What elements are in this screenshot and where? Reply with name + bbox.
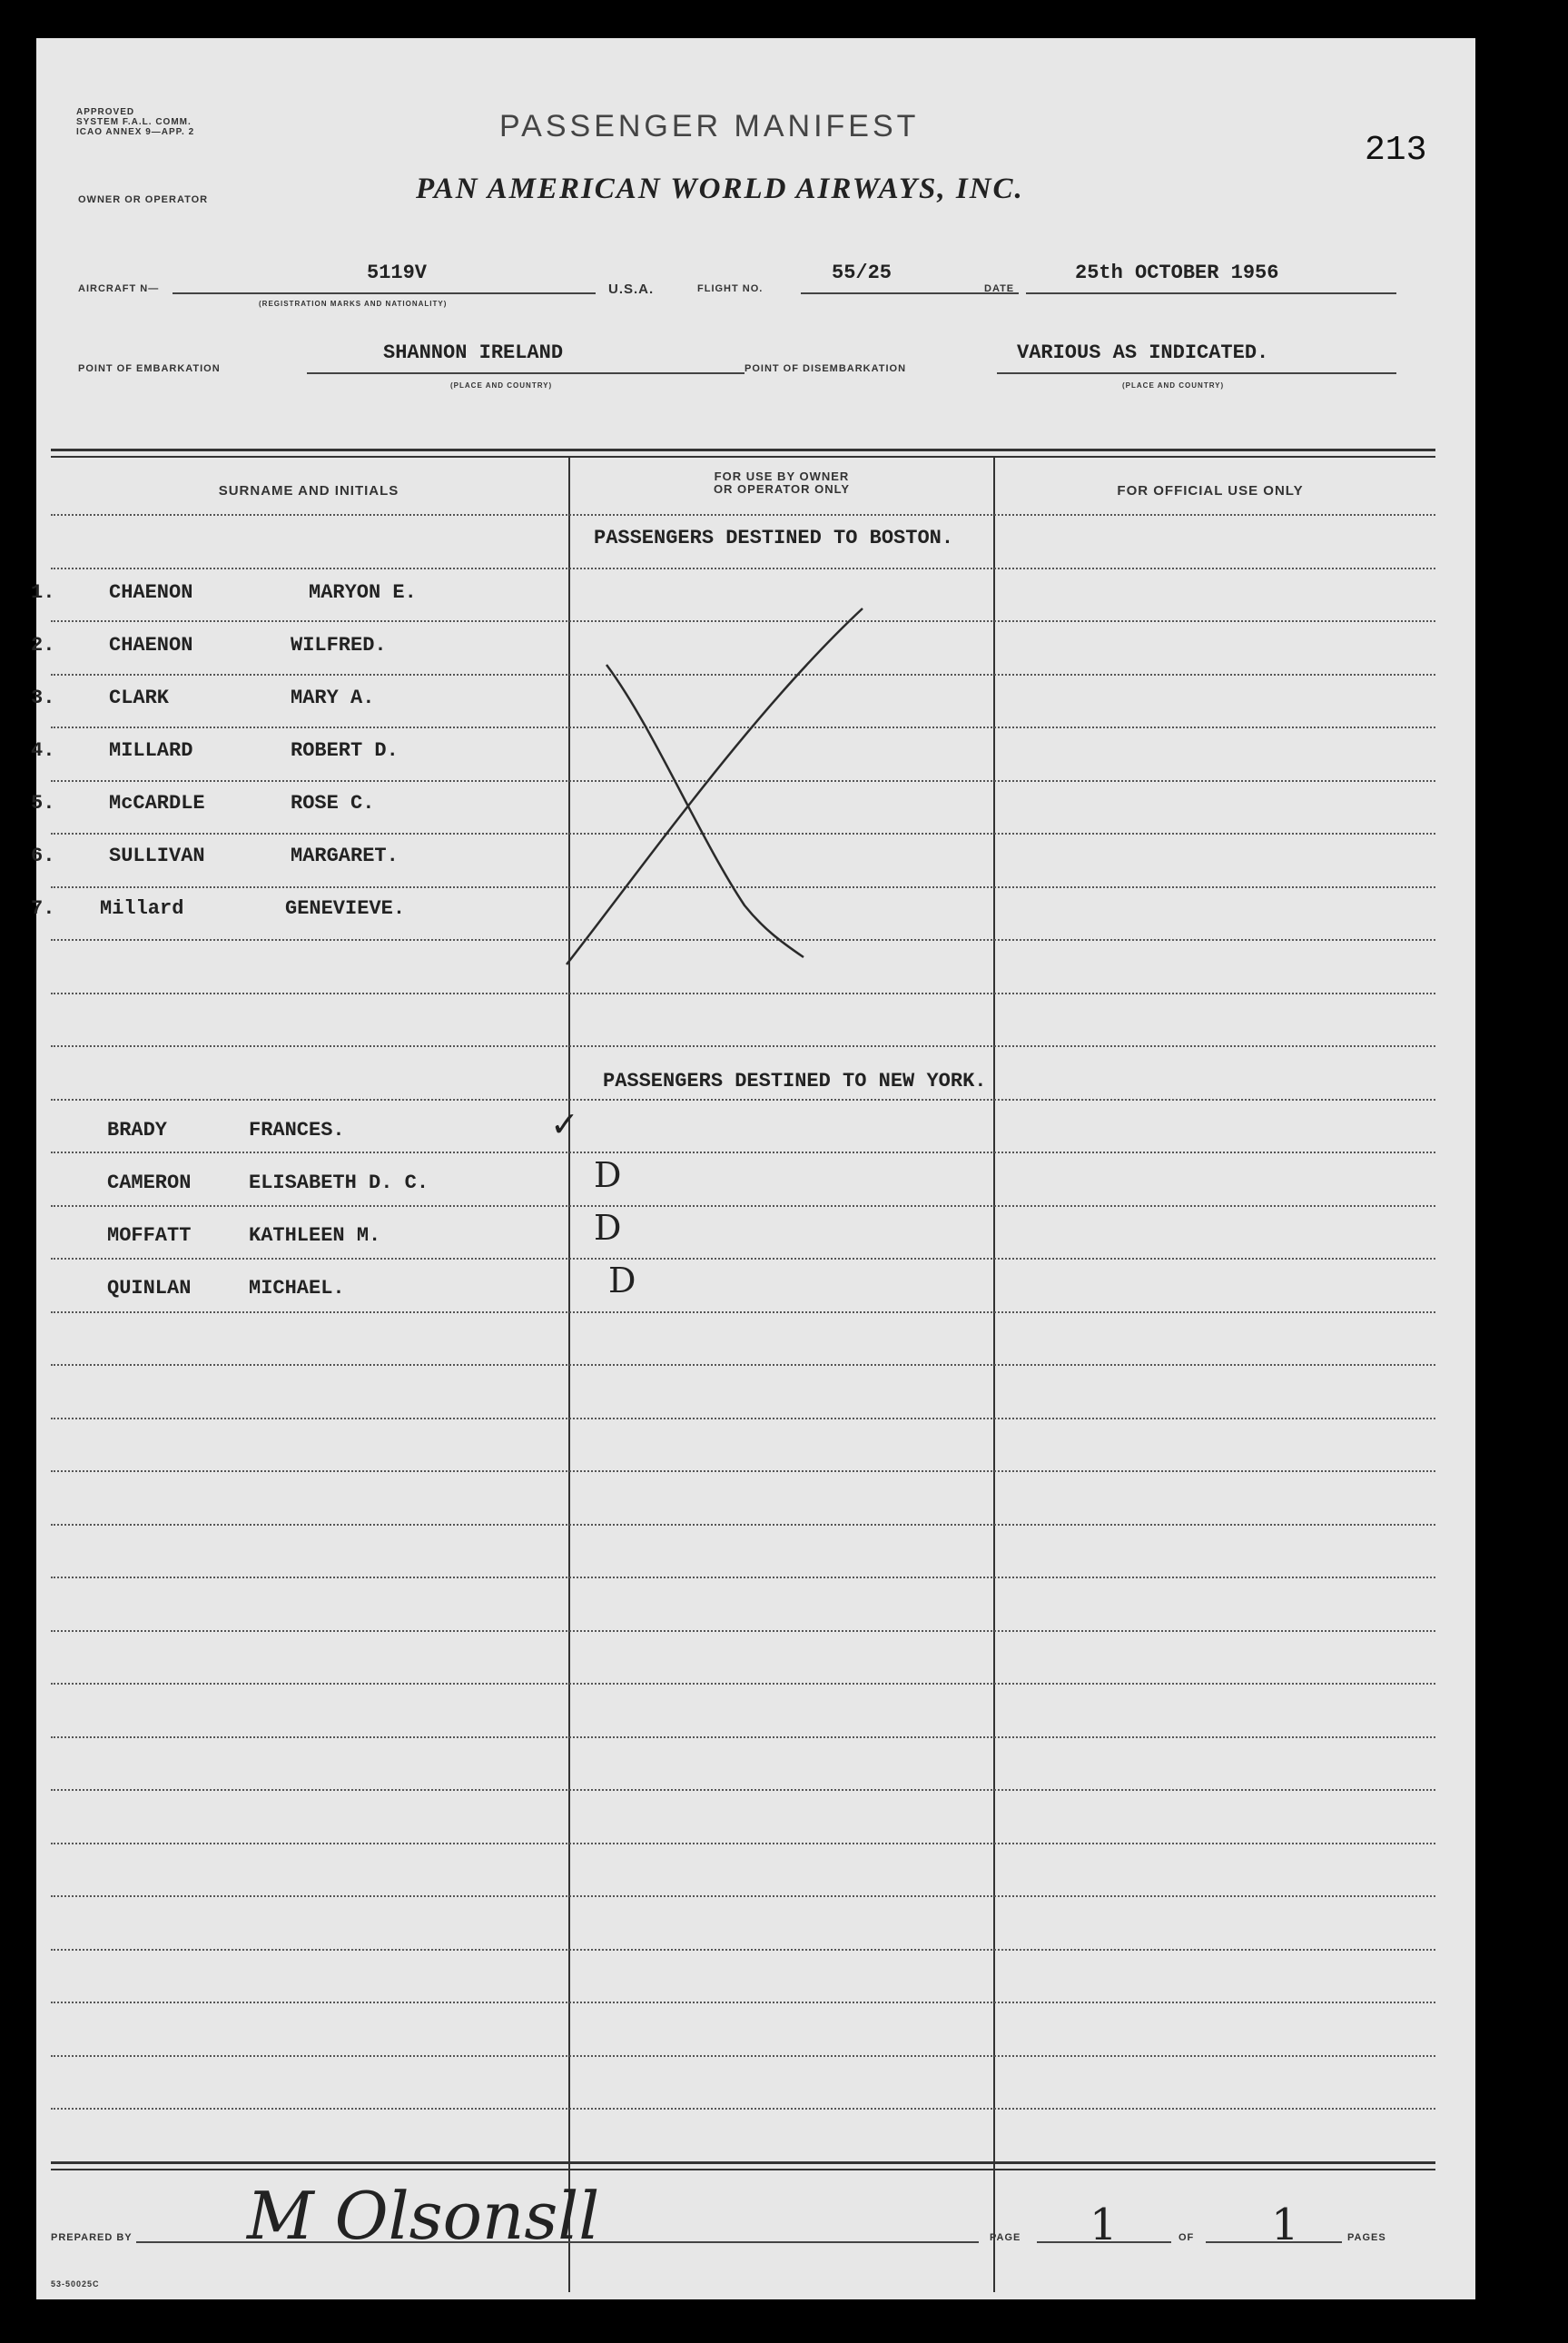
owner-value: PAN AMERICAN WORLD AIRWAYS, INC. [416,173,1024,205]
approval-line: SYSTEM F.A.L. COMM. [76,117,192,127]
surname-column-header: SURNAME AND INITIALS [218,483,399,499]
of-value: 1 [1271,2200,1299,2250]
passenger-surname: CAMERON [107,1172,192,1194]
row-rule [51,2108,1435,2110]
passenger-surname: QUINLAN [107,1277,192,1300]
cross-stroke-2 [606,665,804,957]
official-column-header: FOR OFFICIAL USE ONLY [1117,483,1304,499]
section-heading-boston: PASSENGERS DESTINED TO BOSTON. [594,527,954,549]
passenger-surname: CHAENON [109,634,193,657]
embark-underline [307,372,745,374]
passenger-given-names: GENEVIEVE. [285,897,406,920]
approval-line: APPROVED [76,107,135,117]
form-code: 53-50025C [51,2279,100,2289]
handwritten-mark: D [608,1260,636,1300]
flight-label: FLIGHT NO. [697,283,764,294]
row-rule [51,1949,1435,1951]
row-rule [51,1418,1435,1419]
passenger-given-names: KATHLEEN M. [249,1224,381,1247]
approval-stamp [76,107,194,137]
passenger-surname: McCARDLE [109,792,205,815]
owner-column-header-line: FOR USE BY OWNER [714,470,850,483]
manifest-page [31,38,1475,2299]
row-rule [51,1577,1435,1578]
form-title: PASSENGER MANIFEST [499,109,920,143]
preparer-signature: M Olsonsll [247,2178,600,2254]
section-heading-newyork: PASSENGERS DESTINED TO NEW YORK. [603,1070,987,1092]
handwritten-mark: D [594,1208,622,1248]
page-value: 1 [1090,2200,1118,2250]
date-underline [1026,292,1396,294]
cross-out-mark [563,565,872,974]
row-rule [51,1843,1435,1844]
row-rule [51,1152,1435,1153]
passenger-given-names: ROBERT D. [291,739,399,762]
row-rule [51,1311,1435,1313]
disembark-caption: (PLACE AND COUNTRY) [1122,381,1225,390]
date-label: DATE [984,283,1015,294]
row-marker: 1. [31,581,55,604]
row-rule [51,1789,1435,1791]
embark-label: POINT OF EMBARKATION [78,363,221,374]
row-rule [51,1205,1435,1207]
aircraft-underline [173,292,596,294]
passenger-given-names: MARYON E. [309,581,417,604]
owner-column-header-line: OR OPERATOR ONLY [713,482,851,496]
table-top-rule [51,449,1435,451]
aircraft-label: AIRCRAFT N— [78,283,160,294]
owner-column-header [572,470,991,496]
disembark-label: POINT OF DISEMBARKATION [745,363,907,374]
column-divider-2 [993,458,995,2292]
check-mark: ✓ [550,1104,579,1144]
passenger-given-names: ROSE C. [291,792,375,815]
prepared-by-label: PREPARED BY [51,2232,133,2243]
embark-caption: (PLACE AND COUNTRY) [450,381,553,390]
row-rule [51,2002,1435,2003]
passenger-surname: MOFFATT [107,1224,192,1247]
flight-value: 55/25 [832,262,892,284]
passenger-surname: SULLIVAN [109,845,205,867]
row-rule [51,1470,1435,1472]
sheet-number: 213 [1365,131,1427,170]
cross-stroke-1 [567,608,863,964]
approval-line: ICAO ANNEX 9—APP. 2 [76,127,195,137]
row-rule [51,1736,1435,1738]
row-rule [51,2055,1435,2057]
passenger-surname: MILLARD [109,739,193,762]
passenger-surname: Millard [100,897,184,920]
registration-caption: (REGISTRATION MARKS AND NATIONALITY) [259,300,448,308]
table-bottom-rule [51,2161,1435,2164]
table-top-rule-2 [51,456,1435,458]
disembark-underline [997,372,1396,374]
row-rule [51,514,1435,516]
passenger-given-names: MARGARET. [291,845,399,867]
passenger-given-names: WILFRED. [291,634,387,657]
aircraft-value: 5119V [367,262,428,284]
row-marker: 3. [31,687,55,709]
table-bottom-rule-2 [51,2169,1435,2170]
of-label: OF [1178,2232,1195,2243]
row-rule [51,1630,1435,1632]
embark-value: SHANNON IRELAND [383,341,564,364]
row-rule [51,1895,1435,1897]
passenger-surname: BRADY [107,1119,168,1142]
owner-label: OWNER OR OPERATOR [78,194,209,205]
passenger-given-names: FRANCES. [249,1119,345,1142]
row-marker: 6. [31,845,55,867]
pages-label: PAGES [1347,2232,1386,2243]
row-rule [51,1524,1435,1526]
passenger-surname: CLARK [109,687,170,709]
handwritten-mark: D [594,1155,622,1195]
row-rule [51,1364,1435,1366]
disembark-value: VARIOUS AS INDICATED. [1017,341,1269,364]
passenger-surname: CHAENON [109,581,193,604]
row-marker: 2. [31,634,55,657]
row-rule [51,1099,1435,1101]
page-label: PAGE [990,2232,1021,2243]
passenger-given-names: ELISABETH D. C. [249,1172,429,1194]
row-rule [51,993,1435,994]
row-rule [51,1045,1435,1047]
usa-label: U.S.A. [608,282,655,297]
passenger-given-names: MICHAEL. [249,1277,345,1300]
row-rule [51,1258,1435,1260]
date-value: 25th OCTOBER 1956 [1075,262,1279,284]
row-marker: 7. [31,897,55,920]
passenger-given-names: MARY A. [291,687,375,709]
row-rule [51,1683,1435,1685]
row-marker: 5. [31,792,55,815]
row-marker: 4. [31,739,55,762]
